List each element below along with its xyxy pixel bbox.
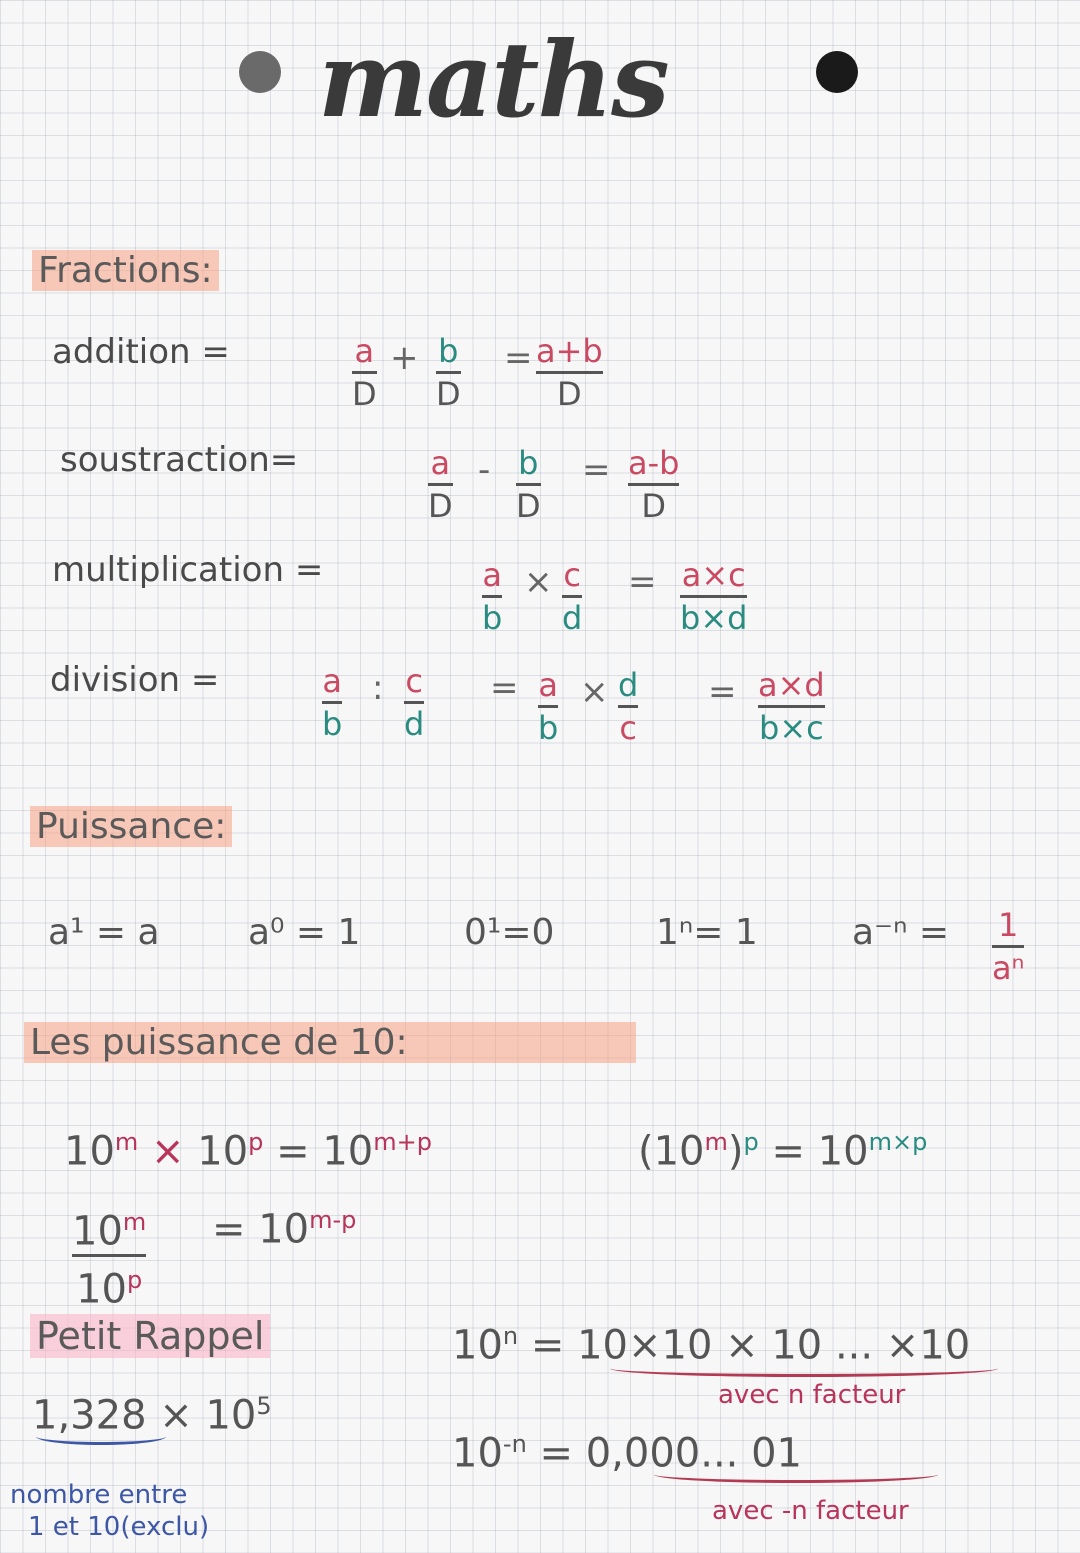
exponent: m×p: [868, 1128, 928, 1156]
fraction-numerator: 1: [998, 906, 1019, 944]
power-rule-3: 0¹=0: [464, 912, 555, 953]
multiplication-fraction-1: [482, 556, 502, 637]
fraction-denominator: b×d: [680, 599, 748, 637]
fraction-numerator: d: [618, 666, 639, 704]
fraction-denominator: b: [322, 705, 343, 743]
power10-rule-3-fraction: [72, 1200, 146, 1312]
division-operator: :: [372, 668, 384, 708]
brace-negative-factors: [654, 1466, 938, 1483]
multiplication-result: [680, 556, 747, 637]
fraction-denominator: D: [436, 375, 461, 413]
expansion: 0,000... 01: [585, 1430, 803, 1477]
division-fraction-2: [404, 662, 424, 743]
fraction-numerator: a-b: [628, 444, 680, 482]
positive-factor-note: avec n facteur: [718, 1380, 906, 1410]
fraction-denominator: aⁿ: [992, 949, 1025, 987]
division-equals-2: =: [708, 672, 737, 712]
fraction-numerator: c: [563, 556, 581, 594]
exponent: -n: [502, 1430, 527, 1458]
power-rule-1: a¹ = a: [48, 912, 160, 953]
fraction-denominator: d: [562, 599, 583, 637]
exponent: m-p: [309, 1206, 357, 1234]
soustraction-equals: =: [582, 450, 611, 490]
base: 10: [72, 1208, 123, 1255]
soustraction-fraction-2: [516, 444, 541, 525]
power-rule-5: a⁻ⁿ =: [852, 912, 950, 953]
equals: =: [539, 1430, 574, 1477]
division-result: [758, 666, 825, 747]
fraction-numerator: [72, 1200, 146, 1253]
rappel-heading: Petit Rappel: [30, 1314, 270, 1358]
equals: =: [212, 1206, 246, 1253]
fraction-denominator: D: [641, 487, 667, 525]
brace-positive-factors: [610, 1360, 998, 1377]
power10-rule-2: [638, 1128, 927, 1174]
fraction-numerator: a: [430, 444, 451, 482]
base: 10: [197, 1128, 249, 1175]
exponent: p: [248, 1128, 264, 1156]
exponent: 5: [256, 1392, 272, 1420]
base: 10: [64, 1128, 115, 1175]
fraction-denominator: b×c: [759, 709, 824, 747]
base: 10: [76, 1266, 127, 1313]
fraction-denominator: c: [619, 709, 637, 747]
multiplication-equals: =: [628, 562, 657, 602]
power-rule-5-fraction: [992, 906, 1024, 987]
power10-rule-3-result: [212, 1206, 356, 1252]
addition-equals: =: [504, 338, 533, 378]
division-label: division =: [50, 660, 220, 700]
division-operator-2: ×: [580, 672, 609, 712]
addition-fraction-2: [436, 332, 461, 413]
fraction-denominator: b: [482, 599, 503, 637]
base: (10: [638, 1128, 705, 1175]
soustraction-operator: -: [478, 450, 491, 490]
exponent: m: [704, 1128, 728, 1156]
soustraction-fraction-1: [428, 444, 453, 525]
exponent: p: [126, 1266, 143, 1295]
negative-factor-note: avec -n facteur: [712, 1496, 909, 1526]
fraction-denominator: D: [428, 487, 453, 525]
fraction-denominator: d: [404, 705, 425, 743]
base: 10: [322, 1128, 374, 1175]
power10-rule-1: [64, 1128, 432, 1174]
fractions-heading: Fractions:: [32, 250, 219, 291]
soustraction-result: [628, 444, 679, 525]
mantissa-note-line-2: 1 et 10(exclu): [28, 1512, 210, 1542]
fraction-numerator: b: [518, 444, 539, 482]
exponent: n: [502, 1322, 519, 1350]
fraction-numerator: a: [322, 662, 342, 700]
fraction-numerator: a: [482, 556, 502, 594]
soustraction-label: soustraction=: [60, 440, 299, 480]
exponent: p: [743, 1128, 759, 1156]
fraction-numerator: a: [538, 666, 558, 704]
bracket: ): [727, 1128, 744, 1175]
fraction-denominator: b: [538, 709, 559, 747]
exponent: m: [122, 1208, 147, 1236]
page-title: maths: [318, 18, 668, 141]
punch-hole-right: [816, 51, 858, 93]
multiplication-operator: ×: [524, 562, 553, 602]
operator: ×: [151, 1128, 185, 1175]
multiplication-label: multiplication =: [52, 550, 324, 590]
multiplication-fraction-2: [562, 556, 582, 637]
equals: =: [530, 1322, 565, 1369]
power-rule-2: a⁰ = 1: [248, 912, 361, 953]
fraction-numerator: a+b: [536, 332, 603, 370]
division-fraction-3: [538, 666, 558, 747]
base: 10: [452, 1322, 503, 1369]
addition-result: [536, 332, 603, 413]
base: 10: [452, 1430, 503, 1477]
equals: =: [276, 1128, 310, 1175]
fraction-numerator: a: [354, 332, 375, 370]
expansion: 10×10 × 10 ... ×10: [577, 1322, 971, 1369]
division-fraction-4: [618, 666, 638, 747]
fraction-denominator: D: [516, 487, 541, 525]
fraction-denominator: [76, 1258, 142, 1311]
fraction-denominator: D: [352, 375, 377, 413]
fraction-numerator: a×d: [758, 666, 825, 704]
power-rule-4: 1ⁿ= 1: [656, 912, 758, 953]
mantissa-note-line-1: nombre entre: [10, 1480, 188, 1510]
division-equals-1: =: [490, 668, 519, 708]
base: 10: [817, 1128, 869, 1175]
addition-fraction-1: [352, 332, 377, 413]
fraction-numerator: b: [438, 332, 459, 370]
fraction-denominator: D: [557, 375, 582, 413]
exponent: m+p: [373, 1128, 432, 1156]
fraction-numerator: a×c: [681, 556, 746, 594]
brace-mantissa: [36, 1428, 166, 1445]
mantissa-and-base: 1,328 × 10: [32, 1392, 257, 1439]
puissance10-heading: Les puissance de 10:: [24, 1022, 636, 1063]
division-fraction-1: [322, 662, 342, 743]
addition-label: addition =: [52, 332, 230, 372]
fraction-numerator: c: [405, 662, 423, 700]
addition-operator: +: [390, 338, 419, 378]
exponent: m: [114, 1128, 139, 1156]
puissance-heading: Puissance:: [30, 806, 232, 847]
punch-hole-left: [239, 51, 281, 93]
equals: =: [771, 1128, 805, 1175]
base: 10: [258, 1206, 310, 1253]
